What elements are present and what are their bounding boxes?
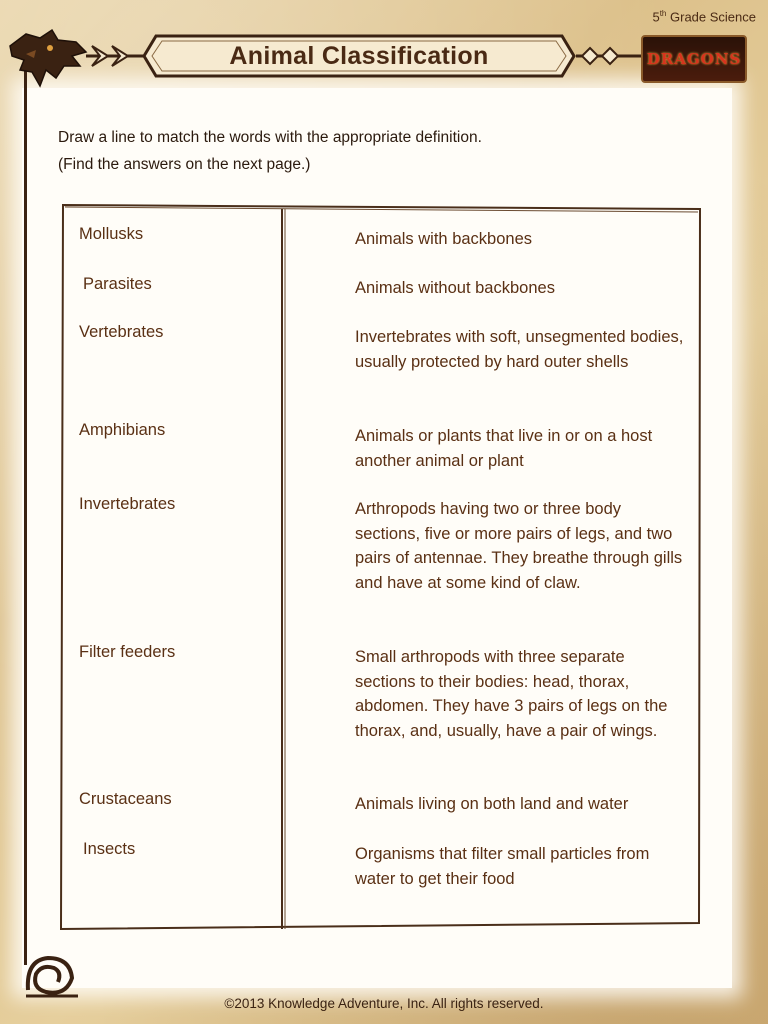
definition-item[interactable]: Arthropods having two or three body sections, five or more pairs of legs, and two pairs of antennae. They breathe through gills and have at some kind of claw. <box>355 500 683 592</box>
banner-connector-right <box>576 44 642 68</box>
page-title: Animal Classification <box>229 41 489 70</box>
school-of-dragons-logo: DRAGONS <box>641 35 747 83</box>
definition-item[interactable]: Animals living on both land and water <box>355 795 629 813</box>
definition-item[interactable]: Animals or plants that live in or on a host another animal or plant <box>355 427 653 470</box>
term-crustaceans[interactable]: Crustaceans <box>79 790 172 808</box>
instruction-note: (Find the answers on the next page.) <box>58 156 311 173</box>
definition-item[interactable]: Organisms that filter small particles from water to get their food <box>355 845 650 888</box>
matching-table <box>60 203 702 930</box>
grade-label: 5th Grade Science <box>652 9 756 25</box>
term-parasites[interactable]: Parasites <box>83 275 152 293</box>
term-filter-feeders[interactable]: Filter feeders <box>79 643 176 661</box>
title-banner <box>142 33 576 79</box>
copyright-notice: ©2013 Knowledge Adventure, Inc. All rights reserved. <box>224 996 544 1011</box>
term-amphibians[interactable]: Amphibians <box>79 421 166 439</box>
term-vertebrates[interactable]: Vertebrates <box>79 323 164 341</box>
instruction-line: Draw a line to match the words with the appropriate definition. <box>58 129 482 146</box>
corner-knot-icon <box>22 950 82 1000</box>
definition-item[interactable]: Invertebrates with soft, unsegmented bodies, usually protected by hard outer shells <box>355 328 684 371</box>
term-insects[interactable]: Insects <box>83 840 136 858</box>
dragon-head-icon <box>6 26 88 92</box>
term-invertebrates[interactable]: Invertebrates <box>79 495 176 513</box>
definition-item[interactable]: Animals with backbones <box>355 230 533 248</box>
definition-item[interactable]: Small arthropods with three separate sections to their bodies: head, thorax, abdomen. They have 3 pairs of legs on the thorax, and, usually, have a pair of wings. <box>355 648 668 740</box>
left-border-rule <box>24 70 27 965</box>
term-mollusks[interactable]: Mollusks <box>79 225 144 243</box>
definition-item[interactable]: Animals without backbones <box>355 279 555 297</box>
instructions <box>58 124 482 178</box>
banner-connector-left <box>86 44 144 68</box>
